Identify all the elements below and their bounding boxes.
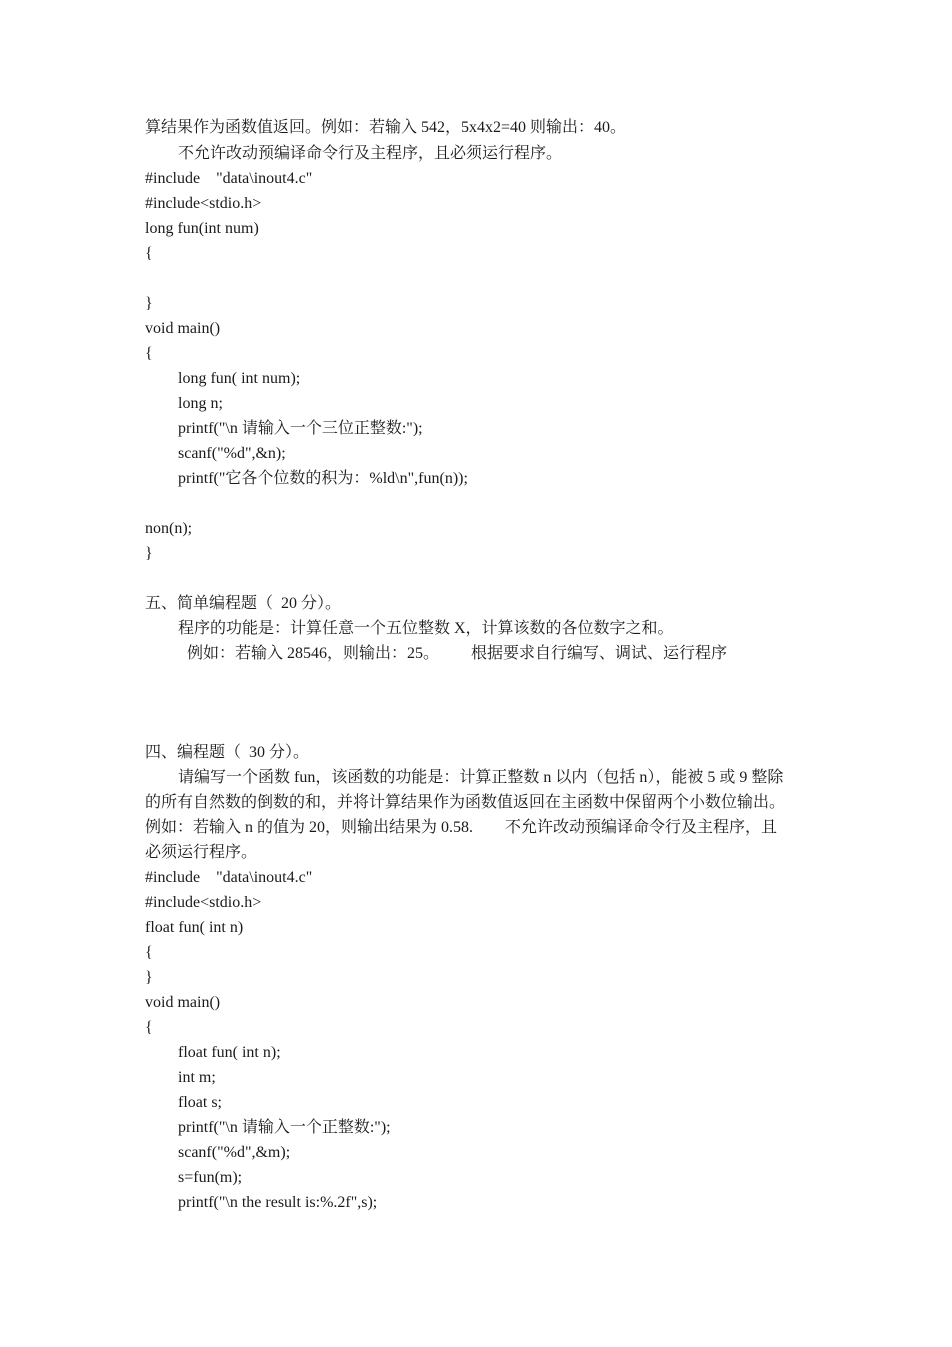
section-heading: 四、编程题（ 30 分）。	[145, 744, 310, 761]
code-line: #include<stdio.h>	[145, 894, 262, 911]
code-line: scanf("%d",&m);	[178, 1144, 291, 1161]
code-line: #include "data\inout4.c"	[145, 869, 313, 886]
code-line: void main()	[145, 994, 221, 1011]
code-line: {	[145, 1019, 153, 1036]
text-line: 必须运行程序。	[145, 844, 258, 861]
code-line: float fun( int n);	[178, 1044, 281, 1061]
code-line: }	[145, 969, 153, 986]
code-line: printf("\n the result is:%.2f",s);	[178, 1194, 378, 1211]
section-heading: 五、简单编程题（ 20 分）。	[145, 595, 342, 612]
text-line: 算结果作为函数值返回。例如：若输入 542，5x4x2=40 则输出：40。	[145, 119, 627, 136]
text-line: 例如：若输入 28546，则输出：25。 根据要求自行编写、调试、运行程序	[187, 645, 728, 662]
code-line: s=fun(m);	[178, 1169, 243, 1186]
code-line: printf("\n 请输入一个正整数:");	[178, 1119, 391, 1136]
code-line: #include<stdio.h>	[145, 195, 262, 212]
code-line: long n;	[178, 395, 223, 412]
code-line: #include "data\inout4.c"	[145, 170, 313, 187]
text-line: 程序的功能是：计算任意一个五位整数 X，计算该数的各位数字之和。	[178, 620, 674, 637]
code-line: printf("它各个位数的积为：%ld\n",fun(n));	[178, 470, 468, 487]
code-line: }	[145, 545, 153, 562]
code-line: {	[145, 245, 153, 262]
code-line: scanf("%d",&n);	[178, 445, 286, 462]
code-line: printf("\n 请输入一个三位正整数:");	[178, 420, 423, 437]
text-line: 请编写一个函数 fun，该函数的功能是：计算正整数 n 以内（包括 n），能被 5 或 9 整除	[178, 769, 784, 786]
code-line: long fun(int num)	[145, 220, 259, 237]
code-line: float fun( int n)	[145, 919, 244, 936]
code-line: {	[145, 944, 153, 961]
code-line: int m;	[178, 1069, 216, 1086]
code-line: non(n);	[145, 520, 193, 537]
code-line: {	[145, 345, 153, 362]
text-line: 的所有自然数的倒数的和，并将计算结果作为函数值返回在主函数中保留两个小数位输出。	[145, 794, 786, 811]
code-line: }	[145, 295, 153, 312]
text-line: 不允许改动预编译命令行及主程序，且必须运行程序。	[178, 145, 563, 162]
code-line: void main()	[145, 320, 221, 337]
text-line: 例如：若输入 n 的值为 20，则输出结果为 0.58. 不允许改动预编译命令行及主程序，且	[145, 819, 778, 836]
code-line: float s;	[178, 1094, 222, 1111]
code-line: long fun( int num);	[178, 370, 301, 387]
